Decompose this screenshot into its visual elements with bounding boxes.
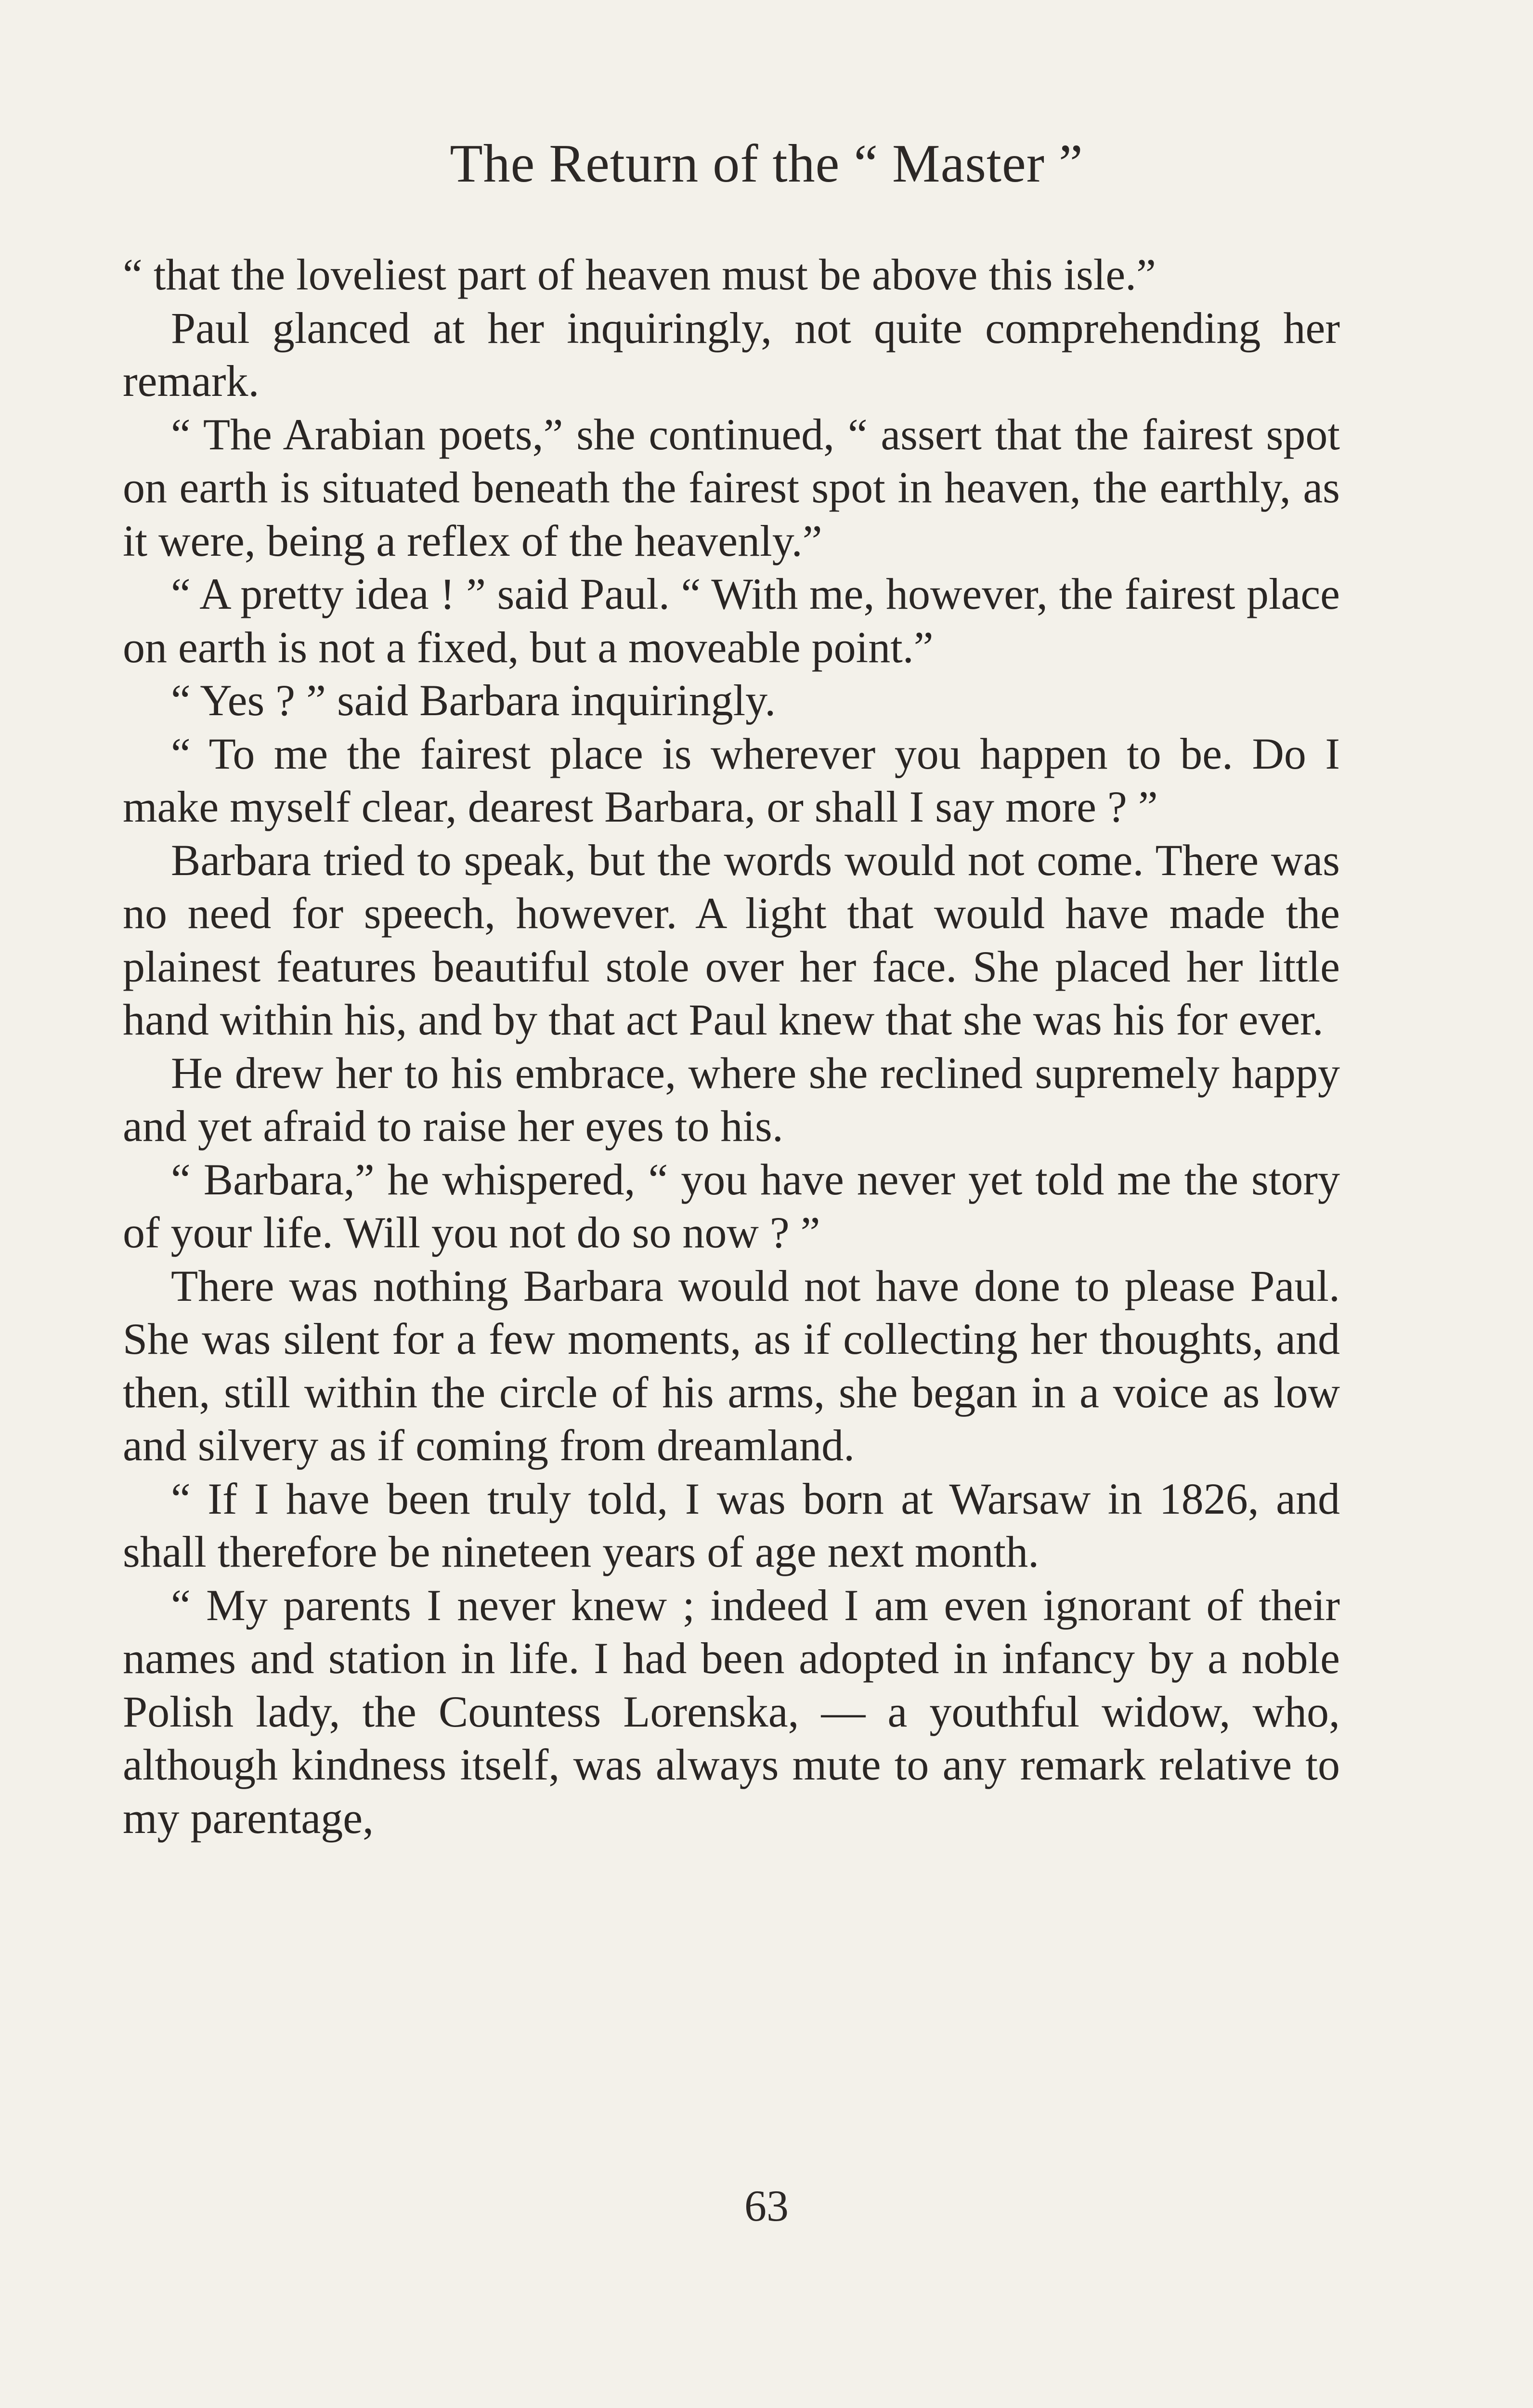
- paragraph: He drew her to his embrace, where she reclined supremely happy and yet afraid to raise her eyes to his.: [123, 1048, 1340, 1151]
- paragraph: Paul glanced at her inquiringly, not quite comprehending her remark.: [123, 303, 1340, 406]
- paragraph: Barbara tried to speak, but the words would not come. There was no need for speech, however. A light that would have made the plainest features beautiful stole over her face. She placed her little hand within his, and by that act Paul knew that she was his for ever.: [123, 835, 1340, 1044]
- paragraph: “ Yes ? ” said Barbara inquiringly.: [171, 676, 776, 725]
- paragraph: “ My parents I never knew ; indeed I am even ignorant of their names and station in life. I had been adopted in infancy by a noble Polish lady, the Countess Lorenska, — a youthful widow, who, although kindness itself, was always mute to any remark relative to my parentage,: [123, 1580, 1340, 1843]
- paragraph: “ A pretty idea ! ” said Paul. “ With me, however, the fairest place on earth is not a fixed, but a moveable point.”: [123, 569, 1340, 672]
- paragraph: “ The Arabian poets,” she continued, “ assert that the fairest spot on earth is situated beneath the fairest spot in heaven, the earthly, as it were, being a reflex of the heavenly.”: [123, 409, 1340, 565]
- paragraph: “ that the loveliest part of heaven must be above this isle.”: [123, 250, 1156, 299]
- paragraph: “ If I have been truly told, I was born at Warsaw in 1826, and shall therefore be nineteen years of age next month.: [123, 1474, 1340, 1576]
- running-head: The Return of the “ Master ”: [450, 134, 1083, 194]
- body-text: [123, 248, 1340, 1845]
- paragraph: There was nothing Barbara would not have done to please Paul. She was silent for a few moments, as if collecting her thoughts, and then, still within the circle of his arms, she began in a voice as low and silvery as if coming from dreamland.: [123, 1261, 1340, 1470]
- paragraph: “ To me the fairest place is wherever you happen to be. Do I make myself clear, dearest Barbara, or shall I say more ? ”: [123, 729, 1340, 831]
- page-number: 63: [744, 2181, 789, 2230]
- paragraph: “ Barbara,” he whispered, “ you have never yet told me the story of your life. Will you not do so now ? ”: [123, 1154, 1340, 1257]
